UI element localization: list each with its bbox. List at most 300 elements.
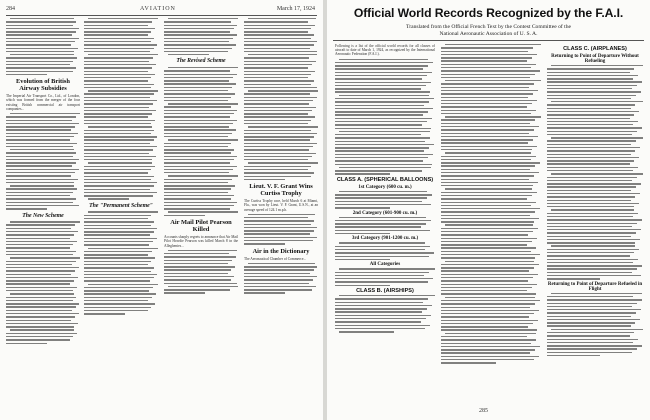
text-line: [88, 54, 158, 55]
text-line: [441, 343, 531, 344]
body-text-block: [335, 268, 435, 286]
text-line: [339, 217, 426, 218]
text-line: [164, 120, 237, 121]
text-line: [248, 263, 315, 264]
text-line: [84, 25, 148, 26]
text-line: [6, 48, 78, 49]
text-line: [441, 218, 539, 219]
text-line: [84, 192, 157, 193]
article-lead-air-mail: Accounts sharply regrets to announce that Air Mail Pilot Howdie Pearson was killed March 8 in the Alleghenies...: [164, 235, 238, 248]
text-line: [6, 159, 79, 160]
text-line: [441, 100, 537, 101]
text-line: [547, 160, 634, 161]
text-line: [84, 185, 154, 186]
text-line: [441, 195, 532, 196]
text-line: [164, 129, 236, 130]
text-line: [88, 90, 158, 91]
text-line: [88, 248, 158, 249]
text-line: [244, 74, 311, 75]
text-line: [547, 272, 632, 273]
article-title-british-subsidies: Evolution of British Airway Subsidies: [16, 78, 70, 93]
text-line: [164, 198, 231, 199]
text-line: [339, 268, 435, 269]
text-line: [441, 320, 538, 321]
text-line: [547, 339, 638, 340]
heading-revised-scheme: The Revised Scheme: [176, 58, 226, 65]
text-line: [6, 274, 71, 275]
text-line: [6, 313, 79, 314]
text-line: [547, 206, 634, 207]
text-line: [84, 274, 157, 275]
text-line: [547, 98, 631, 99]
text-line: [6, 195, 70, 196]
text-line: [441, 103, 532, 104]
right-page: [327, 0, 650, 420]
text-line: [164, 74, 237, 75]
text-line: [84, 110, 156, 111]
text-line: [6, 28, 79, 29]
text-line: [441, 51, 528, 52]
text-line: [84, 297, 152, 298]
text-line: [164, 260, 232, 261]
text-line: [6, 143, 77, 144]
text-line: [6, 129, 71, 130]
text-line: [441, 326, 528, 327]
text-line: [244, 21, 308, 22]
text-line: [547, 190, 631, 191]
text-line: [244, 156, 312, 157]
text-line: [84, 133, 151, 134]
text-line: [168, 175, 238, 176]
text-line: [441, 310, 539, 311]
text-line: [441, 208, 540, 209]
text-line: [335, 78, 422, 79]
text-line: [547, 196, 635, 197]
text-line: [6, 133, 78, 134]
text-line: [244, 273, 310, 274]
text-line: [84, 77, 151, 78]
text-line: [6, 21, 76, 22]
text-line: [551, 245, 635, 246]
text-line: [244, 130, 311, 131]
text-line: [84, 93, 154, 94]
text-line: [335, 278, 433, 279]
text-line: [441, 267, 534, 268]
text-line: [244, 139, 310, 140]
text-line: [6, 287, 77, 288]
text-line: [547, 319, 640, 320]
text-line: [6, 169, 79, 170]
text-line: [164, 208, 230, 209]
text-line: [84, 71, 148, 72]
body-text-block: [6, 113, 80, 210]
text-line: [244, 84, 311, 85]
text-line: [244, 276, 317, 277]
text-line: [164, 77, 233, 78]
text-line: [164, 136, 228, 137]
text-line: [441, 247, 536, 248]
text-line: [244, 230, 314, 231]
text-line: [547, 127, 642, 128]
text-line: [244, 67, 308, 68]
text-line: [6, 261, 76, 262]
article-title-curtiss-trophy: Lieut. V. F. Grant Wins Curtiss Trophy: [249, 183, 313, 198]
text-line: [164, 289, 230, 290]
text-line: [335, 249, 425, 250]
text-line: [441, 60, 527, 61]
text-line: [335, 311, 422, 312]
text-line: [551, 101, 643, 102]
text-line: [84, 182, 157, 183]
text-line: [6, 57, 77, 58]
text-line: [339, 191, 427, 192]
text-line: [84, 159, 152, 160]
text-line: [244, 103, 309, 104]
text-line: [339, 295, 435, 296]
text-line: [84, 146, 157, 147]
text-line: [164, 146, 228, 147]
text-line: [84, 116, 148, 117]
text-line: [547, 236, 631, 237]
text-line: [6, 306, 76, 307]
text-line: [84, 313, 125, 314]
text-line: [6, 165, 72, 166]
left-page-number: 284: [6, 6, 15, 12]
class-a-category-2: 2nd Category (601-900 cu. m.): [352, 210, 418, 216]
text-line: [335, 308, 427, 309]
text-line: [244, 149, 309, 150]
text-line: [339, 59, 428, 60]
text-line: [84, 113, 152, 114]
text-line: [6, 156, 73, 157]
class-b-title: CLASS B. (AIRSHIPS): [356, 288, 414, 295]
text-line: [164, 100, 228, 101]
text-line: [547, 219, 642, 220]
text-line: [168, 250, 237, 251]
text-line: [164, 276, 234, 277]
text-line: [6, 244, 73, 245]
text-line: [441, 346, 540, 347]
text-line: [244, 289, 312, 290]
text-line: [164, 185, 235, 186]
text-line: [84, 238, 157, 239]
text-line: [441, 257, 535, 258]
text-line: [547, 183, 641, 184]
text-line: [335, 134, 421, 135]
text-line: [339, 167, 431, 168]
text-line: [335, 256, 429, 257]
text-line: [10, 54, 74, 55]
text-line: [164, 110, 237, 111]
text-line: [164, 25, 237, 26]
text-line: [88, 211, 158, 212]
text-line: [335, 114, 423, 115]
body-text-block: [244, 214, 318, 245]
text-line: [547, 85, 637, 86]
body-text-block: [244, 263, 318, 294]
text-line: [84, 139, 154, 140]
text-line: [441, 159, 531, 160]
text-line: [248, 162, 318, 163]
left-page-header: AVIATION: [140, 6, 176, 12]
text-line: [164, 21, 231, 22]
text-line: [445, 116, 541, 117]
text-line: [551, 329, 643, 330]
text-line: [445, 224, 533, 225]
text-line: [244, 28, 311, 29]
text-line: [441, 362, 496, 363]
text-line: [244, 220, 314, 221]
text-line: [164, 93, 235, 94]
text-line: [441, 270, 529, 271]
text-line: [164, 133, 232, 134]
text-line: [244, 57, 309, 58]
text-line: [441, 228, 538, 229]
text-line: [547, 170, 633, 171]
text-line: [84, 149, 153, 150]
text-line: [84, 166, 155, 167]
text-line: [547, 177, 637, 178]
left-header-rule: [6, 15, 317, 16]
text-line: [244, 169, 308, 170]
text-line: [441, 323, 533, 324]
text-line: [84, 303, 155, 304]
text-line: [244, 61, 316, 62]
text-line: [244, 25, 315, 26]
text-line: [84, 215, 151, 216]
text-line: [441, 142, 528, 143]
text-line: [547, 316, 631, 317]
text-line: [164, 179, 232, 180]
text-line: [164, 106, 231, 107]
text-line: [441, 231, 533, 232]
text-line: [164, 172, 229, 173]
text-line: [84, 31, 151, 32]
text-line: [88, 162, 152, 163]
text-line: [10, 185, 74, 186]
text-line: [164, 169, 233, 170]
text-line: [84, 244, 149, 245]
text-line: [335, 281, 428, 282]
text-line: [445, 80, 541, 81]
text-line: [244, 48, 310, 49]
body-text-block: [6, 221, 80, 344]
text-line: [84, 251, 152, 252]
records-subtitle-line-2: National Aeronautic Association of U. S. A.: [439, 30, 538, 37]
text-line: [164, 182, 228, 183]
text-line: [248, 90, 318, 91]
text-line: [6, 300, 73, 301]
text-line: [335, 62, 433, 63]
article-title-dictionary: Air in the Dictionary: [252, 247, 310, 255]
class-c-title: CLASS C. (AIRPLANES): [563, 46, 627, 52]
text-line: [164, 44, 236, 45]
class-a-title: CLASS A. (SPHERICAL BALLOONS): [336, 176, 434, 183]
text-line: [335, 157, 428, 158]
text-line: [164, 80, 229, 81]
text-line: [164, 202, 237, 203]
text-line: [248, 126, 318, 127]
text-line: [6, 339, 70, 340]
text-line: [84, 221, 154, 222]
text-line: [441, 47, 533, 48]
right-column-1: [335, 44, 435, 416]
records-intro: Following is a list of the official world records for all classes of aircraft to date of March 1, 1924, as recognized by the International Aeronautic Federation (F.A.I.).: [335, 44, 435, 57]
text-line: [6, 146, 73, 147]
text-line: [244, 34, 314, 35]
body-text-block: [164, 18, 238, 55]
text-line: [84, 264, 148, 265]
text-line: [6, 120, 72, 121]
text-line: [547, 255, 630, 256]
text-line: [164, 48, 232, 49]
records-subtitle: [327, 24, 650, 37]
text-line: [547, 306, 632, 307]
text-line: [164, 70, 230, 71]
text-line: [6, 320, 71, 321]
text-line: [84, 21, 152, 22]
text-line: [441, 244, 527, 245]
text-line: [6, 51, 74, 52]
text-line: [84, 100, 157, 101]
left-column-1: [6, 18, 80, 416]
text-line: [547, 144, 631, 145]
text-line: [335, 98, 434, 99]
text-line: [335, 226, 421, 227]
text-line: [84, 44, 157, 45]
text-line: [244, 31, 308, 32]
text-line: [164, 28, 234, 29]
text-line: [441, 119, 535, 120]
text-line: [244, 107, 316, 108]
text-line: [84, 87, 151, 88]
right-column-3: [547, 44, 643, 416]
text-line: [164, 38, 233, 39]
text-line: [551, 65, 643, 66]
text-line: [547, 309, 641, 310]
text-line: [10, 257, 80, 258]
text-line: [441, 179, 529, 180]
text-line: [335, 75, 427, 76]
text-line: [335, 65, 428, 66]
text-line: [335, 318, 426, 319]
text-line: [441, 136, 538, 137]
text-line: [445, 333, 536, 334]
text-line: [84, 172, 148, 173]
text-line: [335, 252, 434, 253]
text-line: [547, 262, 633, 263]
text-line: [88, 18, 158, 19]
text-line: [6, 254, 73, 255]
text-line: [6, 64, 70, 65]
text-line: [335, 150, 424, 151]
text-line: [164, 266, 235, 267]
text-line: [547, 124, 633, 125]
text-line: [335, 124, 422, 125]
text-line: [6, 61, 73, 62]
text-line: [84, 293, 156, 294]
text-line: [248, 54, 317, 55]
body-text-block: [335, 191, 435, 209]
text-line: [10, 149, 74, 150]
text-line: [441, 316, 529, 317]
text-line: [6, 277, 78, 278]
text-line: [547, 68, 634, 69]
text-line: [84, 64, 156, 65]
text-line: [547, 213, 638, 214]
text-line: [335, 194, 432, 195]
text-line: [244, 153, 316, 154]
left-column-2: [84, 18, 158, 416]
text-line: [547, 325, 631, 326]
text-line: [244, 176, 311, 177]
text-line: [445, 297, 535, 298]
text-line: [547, 88, 632, 89]
text-line: [164, 152, 231, 153]
text-line: [335, 328, 425, 329]
text-line: [547, 278, 600, 279]
text-line: [164, 269, 231, 270]
text-line: [84, 307, 151, 308]
text-line: [335, 91, 430, 92]
text-line: [6, 31, 76, 32]
text-line: [6, 175, 71, 176]
text-line: [441, 238, 537, 239]
text-line: [244, 44, 314, 45]
text-line: [6, 126, 75, 127]
class-a-all-categories: All Categories: [369, 262, 401, 268]
text-line: [244, 87, 317, 88]
text-line: [441, 113, 531, 114]
text-line: [441, 251, 531, 252]
text-line: [84, 300, 148, 301]
text-line: [441, 339, 536, 340]
text-line: [335, 220, 431, 221]
text-line: [84, 120, 155, 121]
text-line: [244, 269, 314, 270]
text-line: [441, 67, 531, 68]
text-line: [84, 156, 156, 157]
text-line: [84, 123, 151, 124]
text-line: [164, 123, 233, 124]
text-line: [441, 287, 532, 288]
text-line: [6, 251, 76, 252]
text-line: [6, 303, 79, 304]
body-text-block: [164, 67, 238, 216]
text-line: [84, 41, 151, 42]
body-text-block: [547, 293, 643, 357]
text-line: [6, 234, 74, 235]
text-line: [441, 359, 534, 360]
text-line: [441, 280, 528, 281]
text-line: [164, 215, 205, 216]
text-line: [6, 202, 73, 203]
text-line: [244, 80, 314, 81]
text-line: [6, 116, 76, 117]
text-line: [84, 51, 150, 52]
text-line: [84, 169, 151, 170]
text-line: [244, 41, 317, 42]
text-line: [335, 302, 423, 303]
text-line: [441, 54, 537, 55]
text-line: [84, 130, 154, 131]
text-line: [244, 237, 317, 238]
text-line: [335, 147, 429, 148]
text-line: [164, 116, 230, 117]
text-line: [441, 329, 537, 330]
text-line: [84, 231, 154, 232]
text-line: [6, 297, 76, 298]
